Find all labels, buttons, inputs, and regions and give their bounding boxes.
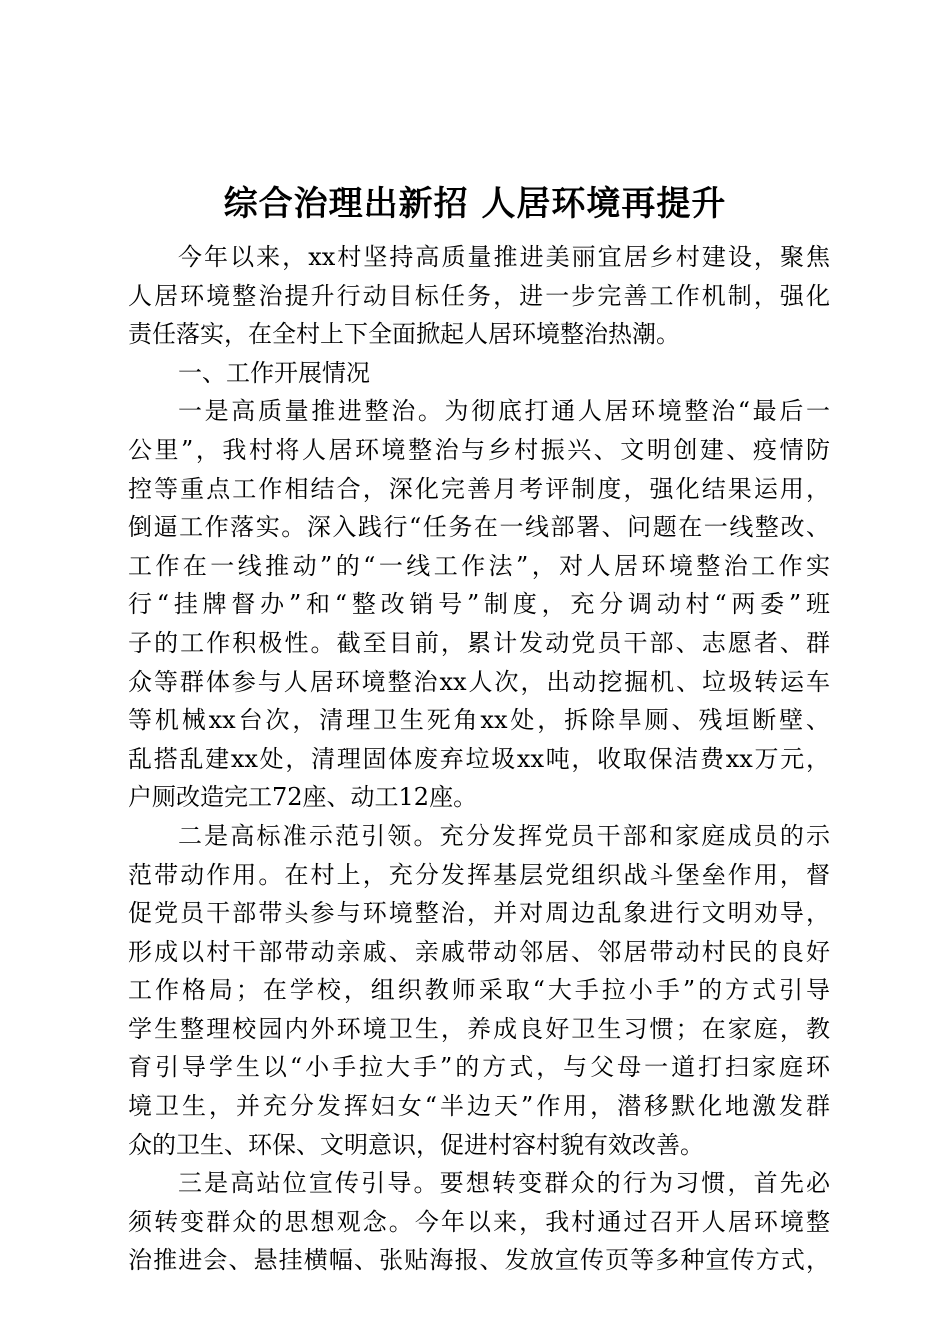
document-body	[128, 238, 830, 1280]
text-line: 责任落实，在全村上下全面掀起人居环境整治热潮。	[128, 320, 680, 349]
text-line: 众的卫生、环保、文明意识，促进村容村貌有效改善。	[128, 1130, 704, 1159]
text-line: 众等群体参与人居环境整治xx人次，出动挖掘机、垃圾转运车	[128, 667, 830, 696]
text-line: 育引导学生以“小手拉大手”的方式，与父母一道打扫家庭环	[128, 1053, 830, 1082]
text-line: 学生整理校园内外环境卫生，养成良好卫生习惯；在家庭，教	[128, 1014, 830, 1043]
text-line: 一是高质量推进整治。为彻底打通人居环境整治“最后一	[178, 397, 830, 426]
text-line: 行“挂牌督办”和“整改销号”制度，充分调动村“两委”班	[128, 590, 830, 619]
text-line: 子的工作积极性。截至目前，累计发动党员干部、志愿者、群	[128, 628, 830, 657]
text-line: 范带动作用。在村上，充分发挥基层党组织战斗堡垒作用，督	[128, 860, 830, 889]
text-line: 境卫生，并充分发挥妇女“半边天”作用，潜移默化地激发群	[128, 1092, 830, 1121]
text-line: 工作格局；在学校，组织教师采取“大手拉小手”的方式引导	[128, 976, 830, 1005]
text-line: 公里”，我村将人居环境整治与乡村振兴、文明创建、疫情防	[128, 435, 830, 464]
text-line: 治推进会、悬挂横幅、张贴海报、发放宣传页等多种宣传方式，	[128, 1246, 830, 1275]
text-line: 三是高站位宣传引导。要想转变群众的行为习惯，首先必	[178, 1169, 830, 1198]
text-line: 形成以村干部带动亲戚、亲戚带动邻居、邻居带动村民的良好	[128, 937, 830, 966]
text-line: 人居环境整治提升行动目标任务，进一步完善工作机制，强化	[128, 281, 830, 310]
text-line: 一、工作开展情况	[178, 358, 370, 387]
text-line: 二是高标准示范引领。充分发挥党员干部和家庭成员的示	[178, 821, 830, 850]
document-title: 综合治理出新招 人居环境再提升	[223, 184, 727, 224]
text-line: 等机械xx台次，清理卫生死角xx处，拆除旱厕、残垣断壁、	[128, 706, 830, 735]
text-line: 户厕改造完工72座、动工12座。	[128, 783, 478, 812]
text-line: 控等重点工作相结合，深化完善月考评制度，强化结果运用，	[128, 474, 830, 503]
text-line: 须转变群众的思想观念。今年以来，我村通过召开人居环境整	[128, 1207, 830, 1236]
text-line: 工作在一线推动”的“一线工作法”，对人居环境整治工作实	[128, 551, 830, 580]
text-line: 今年以来，xx村坚持高质量推进美丽宜居乡村建设，聚焦	[178, 243, 830, 271]
text-line: 促党员干部带头参与环境整治，并对周边乱象进行文明劝导，	[128, 899, 830, 928]
text-line: 乱搭乱建xx处，清理固体废弃垃圾xx吨，收取保洁费xx万元，	[128, 744, 830, 773]
text-line: 倒逼工作落实。深入践行“任务在一线部署、问题在一线整改、	[128, 513, 830, 542]
